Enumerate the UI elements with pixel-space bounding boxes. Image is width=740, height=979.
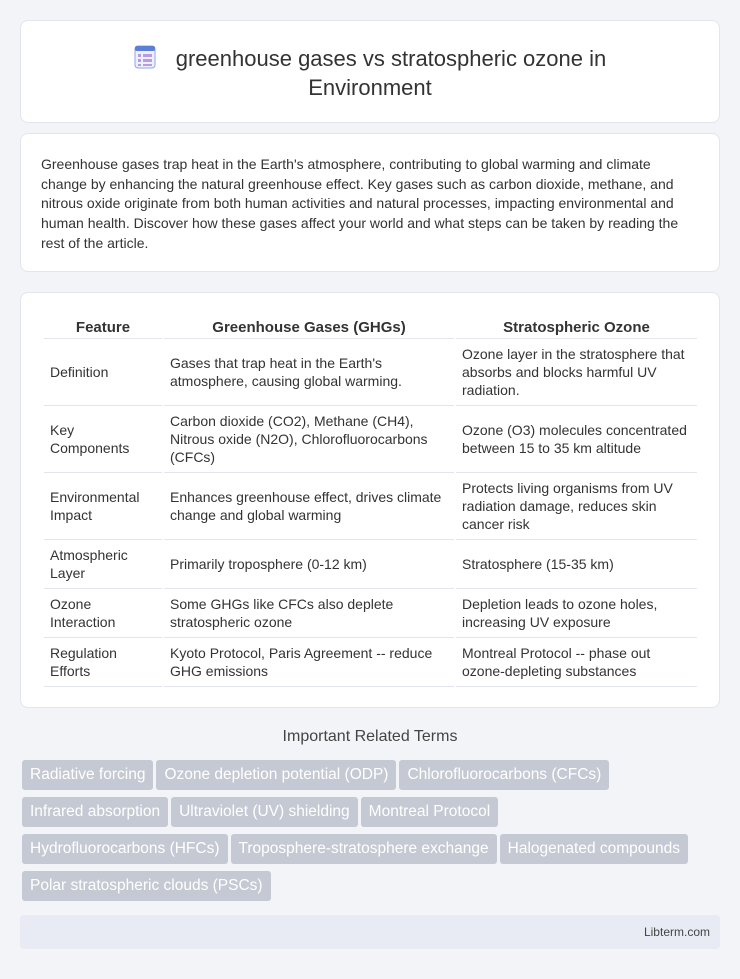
table-cell: Montreal Protocol -- phase out ozone-depleting substances [456,638,697,687]
table-cell: Primarily troposphere (0-12 km) [164,540,454,589]
related-term-tag[interactable]: Halogenated compounds [500,834,688,864]
table-row [44,540,697,589]
document-list-icon [134,45,156,69]
table-cell: Atmospheric Layer [44,540,162,589]
related-term-tag[interactable]: Infrared absorption [22,797,168,827]
intro-card [20,133,720,272]
table-cell: Some GHGs like CFCs also deplete stratospheric ozone [164,589,454,638]
table-header-row [44,313,697,339]
comparison-table [42,313,699,687]
table-cell: Depletion leads to ozone holes, increasing UV exposure [456,589,697,638]
related-term-tag[interactable]: Hydrofluorocarbons (HFCs) [22,834,228,864]
table-row [44,406,697,473]
table-cell: Enhances greenhouse effect, drives climate change and global warming [164,473,454,540]
table-cell: Ozone (O3) molecules concentrated between 15 to 35 km altitude [456,406,697,473]
related-term-tag[interactable]: Polar stratospheric clouds (PSCs) [22,871,271,901]
table-row [44,339,697,406]
related-terms-title: Important Related Terms [282,728,458,745]
intro-text: Greenhouse gases trap heat in the Earth's atmosphere, contributing to global warming and climate change by enhancing the natural greenhouse effect. Key gases such as carbon dioxide, methane, and nitrous oxide originate from both human activities and natural processes, impacting environmental and human health. Discover how these gases affect your world and what steps can be taken by reading the rest of the article. [41,156,679,251]
related-term-tag[interactable]: Montreal Protocol [361,797,498,827]
table-cell: Stratosphere (15-35 km) [456,540,697,589]
table-cell: Ozone layer in the stratosphere that absorbs and blocks harmful UV radiation. [456,339,697,406]
table-cell: Key Components [44,406,162,473]
header-card [20,20,720,123]
column-header-ghg: Greenhouse Gases (GHGs) [164,313,454,339]
title-line-2: Environment [308,75,432,100]
column-header-ozone: Stratospheric Ozone [456,313,697,339]
table-cell: Gases that trap heat in the Earth's atmosphere, causing global warming. [164,339,454,406]
related-term-tag[interactable]: Ultraviolet (UV) shielding [171,797,358,827]
table-row [44,473,697,540]
table-cell: Carbon dioxide (CO2), Methane (CH4), Nitrous oxide (N2O), Chlorofluorocarbons (CFCs) [164,406,454,473]
related-term-tag[interactable]: Radiative forcing [22,760,153,790]
footer [20,915,720,949]
table-cell: Ozone Interaction [44,589,162,638]
table-row [44,638,697,687]
table-cell: Definition [44,339,162,406]
table-cell: Protects living organisms from UV radiation damage, reduces skin cancer risk [456,473,697,540]
related-term-tag[interactable]: Ozone depletion potential (ODP) [156,760,396,790]
table-cell: Regulation Efforts [44,638,162,687]
table-cell: Kyoto Protocol, Paris Agreement -- reduce GHG emissions [164,638,454,687]
related-terms-list [22,760,722,908]
footer-site-link[interactable]: Libterm.com [643,925,710,939]
table-cell: Environmental Impact [44,473,162,540]
related-term-tag[interactable]: Chlorofluorocarbons (CFCs) [399,760,609,790]
column-header-feature: Feature [44,313,162,339]
comparison-table-card [20,292,720,708]
title-line-1: greenhouse gases vs stratospheric ozone in [175,46,607,71]
table-row [44,589,697,638]
related-term-tag[interactable]: Troposphere-stratosphere exchange [231,834,497,864]
page-title [21,44,719,102]
